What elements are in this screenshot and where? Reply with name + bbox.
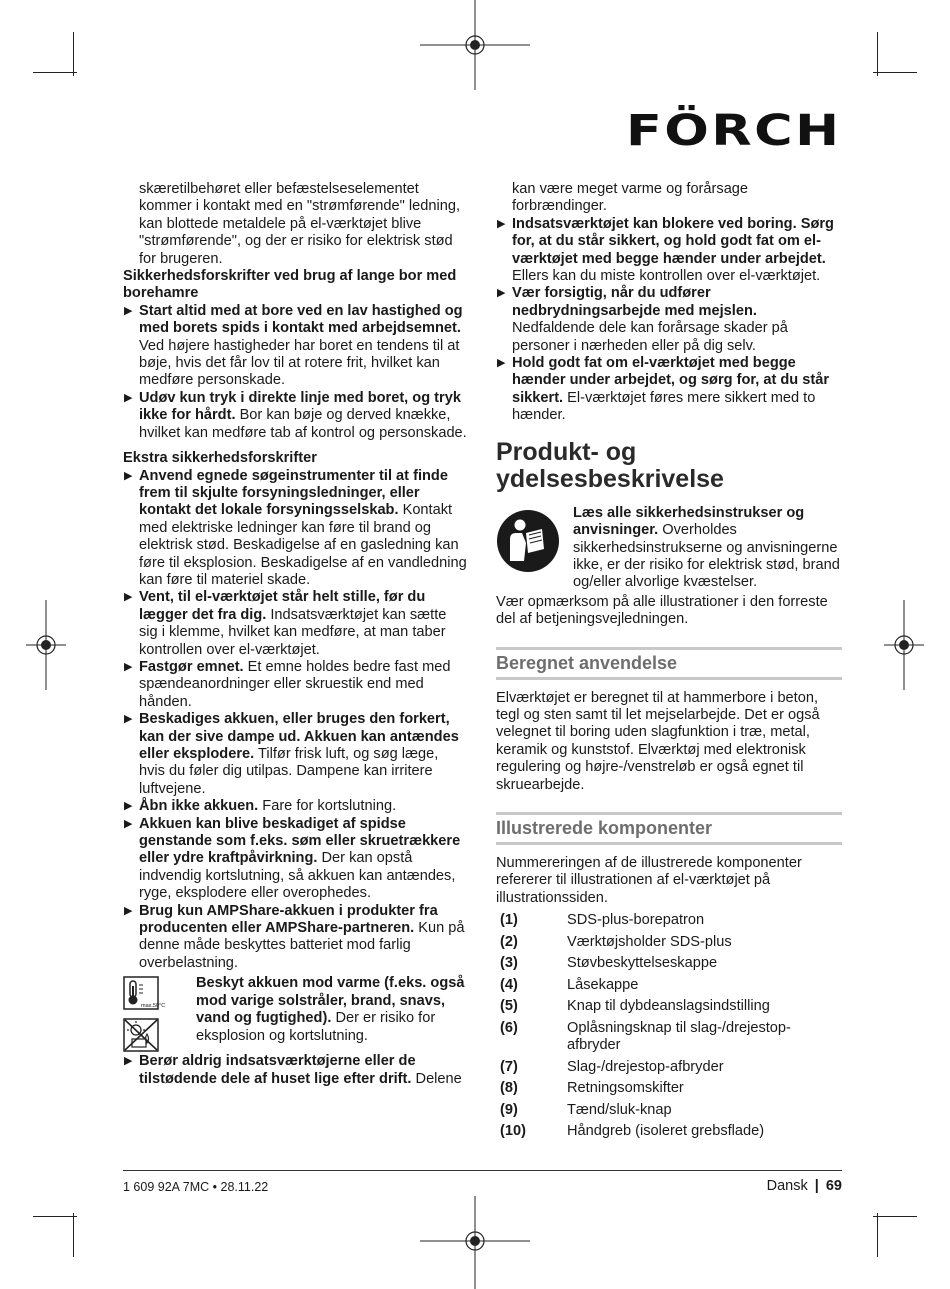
- intro-paragraph: skæretilbehøret eller befæstelseselementet kommer i kontakt med en "strømførende" ledning, kan blottede metaldele på el-værktøjet blive "strømførende", og der er risiko for elektrisk stød for brugeren.: [139, 181, 461, 267]
- triangle-bullet-icon: ▶: [124, 713, 133, 726]
- component-item: (2) Værktøjsholder SDS-plus: [500, 933, 732, 950]
- section-heading-long-drills: Sikkerhedsforskrifter ved brug af lange bor med borehamre: [123, 268, 457, 302]
- registration-mark-top: [420, 0, 530, 90]
- intended-use-paragraph: Elværktøjet er beregnet til at hammerbore i beton, tegl og sten samt til let mejselarbejde. Det er også velegnet til boring uden slagfunktion i træ, metal, keramik og kunststof. Elværktøj med elektronisk regulering og højre-/venstreløb er også egnet til skruearbejde.: [496, 689, 820, 793]
- crop-mark: [873, 72, 917, 73]
- component-item: (4) Låsekappe: [500, 976, 639, 993]
- triangle-bullet-icon: ▶: [124, 391, 133, 404]
- components-intro: Nummereringen af de illustrerede komponenter refererer til illustrationen af el-værktøjet på illustrationssiden.: [496, 854, 802, 906]
- bullet-item: ▶ Start altid med at bore ved en lav hastighed og med borets spids i kontakt med arbejdsemnet. Ved højere hastigheder har boret en tendens til at bøje, hvis det får lov til at rotere frit, hvilket kan medføre personskade.: [124, 302, 463, 389]
- bullet-item: ▶ Berør aldrig indsatsværktøjerne eller de tilstødende dele af huset lige efter drift. Delene: [124, 1053, 462, 1087]
- triangle-bullet-icon: ▶: [124, 660, 133, 673]
- crop-mark: [33, 1216, 77, 1217]
- triangle-bullet-icon: ▶: [124, 304, 133, 317]
- thermometer-max-temp-icon: [123, 976, 166, 1010]
- crop-mark: [73, 32, 74, 76]
- bullet-item: ▶ Anvend egnede søgeinstrumenter til at finde frem til skjulte forsyningsledninger, eller kontakt det lokale forsyningsselskab. Kontakt med elektriske ledninger kan føre til brand og elektrisk stød. Beskadigelse af en gasledning kan føre til eksplosion. Beskadigelse af en vandledning kan føre til materiel skade.: [124, 467, 467, 588]
- crop-mark: [33, 72, 77, 73]
- continued-paragraph: kan være meget varme og forårsage forbrændinger.: [512, 181, 749, 215]
- read-instructions-block: [496, 505, 842, 592]
- right-column: [496, 181, 842, 1145]
- crop-mark: [877, 32, 878, 76]
- triangle-bullet-icon: ▶: [124, 469, 133, 482]
- footer-page-info: [767, 1177, 842, 1195]
- crop-mark: [873, 1216, 917, 1217]
- triangle-bullet-icon: ▶: [124, 800, 133, 813]
- brand-logo-text: FÖRCH: [626, 106, 842, 156]
- registration-mark-right: [884, 600, 924, 690]
- bullet-item: ▶ Åbn ikke akkuen. Fare for kortslutning.: [124, 798, 397, 815]
- footer-doc-code: 1 609 92A 7MC • 28.11.22: [123, 1180, 269, 1194]
- crop-mark: [877, 1213, 878, 1257]
- triangle-bullet-icon: ▶: [497, 357, 506, 370]
- section-header-components: [496, 812, 842, 845]
- left-column: [123, 181, 467, 1088]
- bullet-item: ▶ Udøv kun tryk i direkte linje med boret, og tryk ikke for hårdt. Bor kan bøje og derved knække, hvilket kan medføre tab af kontrol og personskade.: [124, 389, 467, 441]
- footer-language: Dansk: [766, 1178, 808, 1194]
- read-manual-icon: [496, 509, 560, 573]
- section-heading-extra-safety: Ekstra sikkerhedsforskrifter: [123, 450, 317, 467]
- footer-rule: [123, 1170, 842, 1171]
- heat-warning-text: Beskyt akkuen mod varme (f.eks. også mod varige solstråler, brand, snavs, vand og fugtighed). Der er risiko for eksplosion og kortslutning.: [196, 975, 465, 1044]
- registration-mark-bottom: [420, 1196, 530, 1289]
- bullet-item: ▶ Fastgør emnet. Et emne holdes bedre fast med spændeanordninger eller skruestik end med hånden.: [124, 658, 451, 710]
- bullet-item: ▶ Indsatsværktøjet kan blokere ved boring. Sørg for, at du står sikkert, og hold godt fat om el-værktøjet med begge hænder under arbejdet. Ellers kan du miste kontrollen over el-værktøjet.: [497, 215, 834, 285]
- section-title-intended-use: Beregnet anvendelse: [496, 652, 678, 673]
- svg-text:max.50°C: max.50°C: [141, 1003, 166, 1010]
- triangle-bullet-icon: ▶: [497, 217, 506, 230]
- bullet-item: ▶ Beskadiges akkuen, eller bruges den forkert, kan der sive dampe ud. Akkuen kan antændes eller eksplodere. Tilfør frisk luft, og søg læge, hvis du føler dig utilpas. Dampene kan irritere luftvejene.: [124, 711, 459, 797]
- component-item: (1) SDS-plus-borepatron: [500, 912, 705, 929]
- bullet-item: ▶ Akkuen kan blive beskadiget af spidse genstande som f.eks. søm eller skruetrækkere eller ydre kraftpåvirkning. Der kan opstå indvendig kortslutning, så akkuen kan antændes, ryge, eksplodere eller overophedes.: [124, 815, 461, 902]
- triangle-bullet-icon: ▶: [124, 817, 133, 830]
- bullet-item: ▶ Hold godt fat om el-værktøjet med begge hænder under arbejdet, og sørg for, at du står sikkert. El-værktøjet føres mere sikkert med to hænder.: [497, 355, 830, 424]
- registration-mark-left: [26, 600, 66, 690]
- component-item: (7) Slag-/drejestop-afbryder: [500, 1058, 724, 1075]
- triangle-bullet-icon: ▶: [497, 287, 506, 300]
- component-item: (9) Tænd/sluk-knap: [500, 1101, 672, 1118]
- bullet-item: ▶ Brug kun AMPShare-akkuen i produkter fra producenten eller AMPShare-partneren. Kun på denne måde beskyttes batteriet mod farlig overbelastning.: [124, 902, 465, 971]
- bullet-item: ▶ Vær forsigtig, når du udfører nedbrydningsarbejde med mejslen. Nedfaldende dele kan forårsage skader på personer i nærheden eller på dig selv.: [497, 285, 788, 354]
- section-title-components: Illustrerede komponenter: [496, 817, 713, 838]
- heat-warning-icons: [123, 976, 166, 1051]
- triangle-bullet-icon: ▶: [124, 1055, 133, 1068]
- bullet-item: ▶ Vent, til el-værktøjet står helt stille, før du lægger det fra dig. Indsatsværktøjet kan sætte sig i klemme, hvilket kan medføre, at man taber kontrollen over el-værktøjet.: [124, 589, 447, 658]
- brand-logo: [626, 108, 844, 154]
- no-sunlight-water-icon: [123, 1018, 159, 1052]
- footer-page-number: 69: [825, 1178, 842, 1194]
- component-item: (6) Oplåsningsknap til slag-/drejestop-afbryder: [500, 1019, 791, 1054]
- component-item: (10) Håndgreb (isoleret grebsflade): [500, 1123, 765, 1140]
- read-instructions-text: Læs alle sikkerhedsinstrukser og anvisninger. Overholdes sikkerhedsinstrukserne og anvisningerne ikke, er der risiko for elektrisk stød, brand og/eller alvorlige kvæstelser.: [573, 504, 840, 591]
- section-header-intended-use: [496, 647, 842, 680]
- section-title-product: Produkt- og ydelsesbeskrivelse: [496, 437, 724, 493]
- attention-paragraph: Vær opmærksom på alle illustrationer i den forreste del af betjeningsvejledningen.: [496, 593, 828, 628]
- crop-mark: [73, 1213, 74, 1257]
- component-item: (8) Retningsomskifter: [500, 1080, 684, 1097]
- component-item: (3) Støvbeskyttelseskappe: [500, 955, 718, 972]
- heat-warning-block: [123, 975, 467, 1047]
- triangle-bullet-icon: ▶: [124, 904, 133, 917]
- component-item: (5) Knap til dybdeanslagsindstilling: [500, 998, 770, 1015]
- triangle-bullet-icon: ▶: [124, 591, 133, 604]
- footer-separator: |: [814, 1178, 819, 1194]
